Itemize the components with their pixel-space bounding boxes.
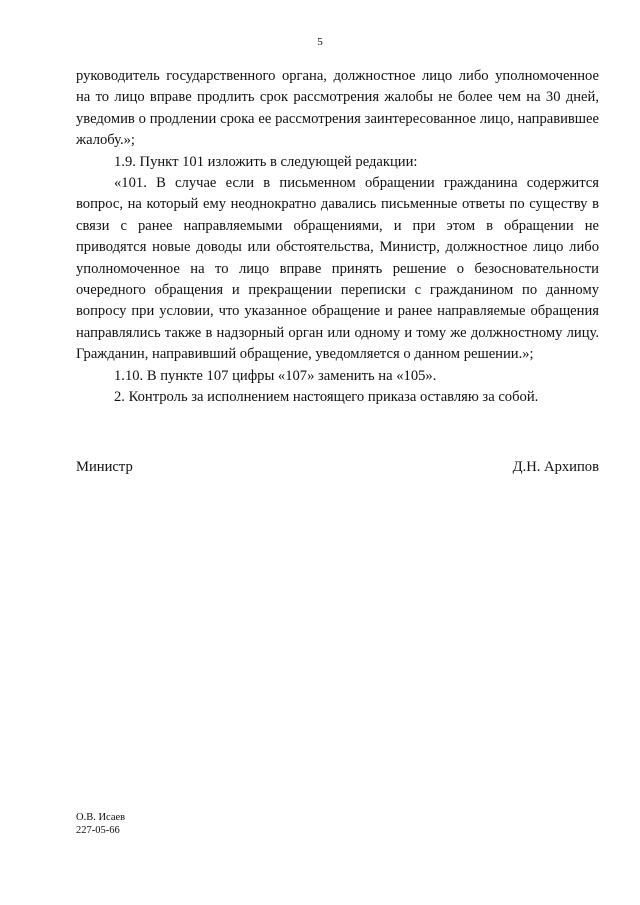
executor-phone: 227-05-66 [76, 824, 120, 836]
paragraph-item-2: 2. Контроль за исполнением настоящего приказа оставляю за собой. [114, 389, 539, 406]
paragraph-continuation: руководитель государственного органа, должностное лицо либо уполномоченное на то лицо вправе продлить срок рассмотрения жалобы не более чем на 30 дней, уведомив о продлении срока ее рассмотрения заинтересованное лицо, направившее жалобу.»; [76, 68, 599, 149]
executor-footer [76, 812, 125, 837]
signatory-name: Д.Н. Архипов [512, 459, 599, 475]
page-number: 5 [317, 36, 323, 48]
executor-name: О.В. Исаев [76, 812, 126, 823]
paragraph-item-1-10: 1.10. В пункте 107 цифры «107» заменить на «105». [114, 367, 437, 384]
paragraph-item-101-text: «101. В случае если в письменном обращении гражданина содержится вопрос, на который ему неоднократно давались письменные ответы по существу в связи с ранее направляемыми обращениями, и при этом в обращении не приводятся новые доводы или обстоятельства, Министр, должностное лицо либо уполномоченное на то лицо вправе принять решение о безосновательности очередного обращения и прекращении переписки с гражданином по данному вопросу при условии, что указанное обращение и ранее направляемые обращения направлялись также в надзорный орган или одному и тому же должностному лицу. Гражданин, направивший обращение, уведомляется о данном решении.»; [76, 175, 599, 363]
paragraph-item-1-9: 1.9. Пункт 101 изложить в следующей редакции: [114, 153, 418, 170]
signature-block [76, 457, 599, 478]
signatory-title: Министр [76, 459, 133, 475]
document-body [76, 66, 599, 409]
